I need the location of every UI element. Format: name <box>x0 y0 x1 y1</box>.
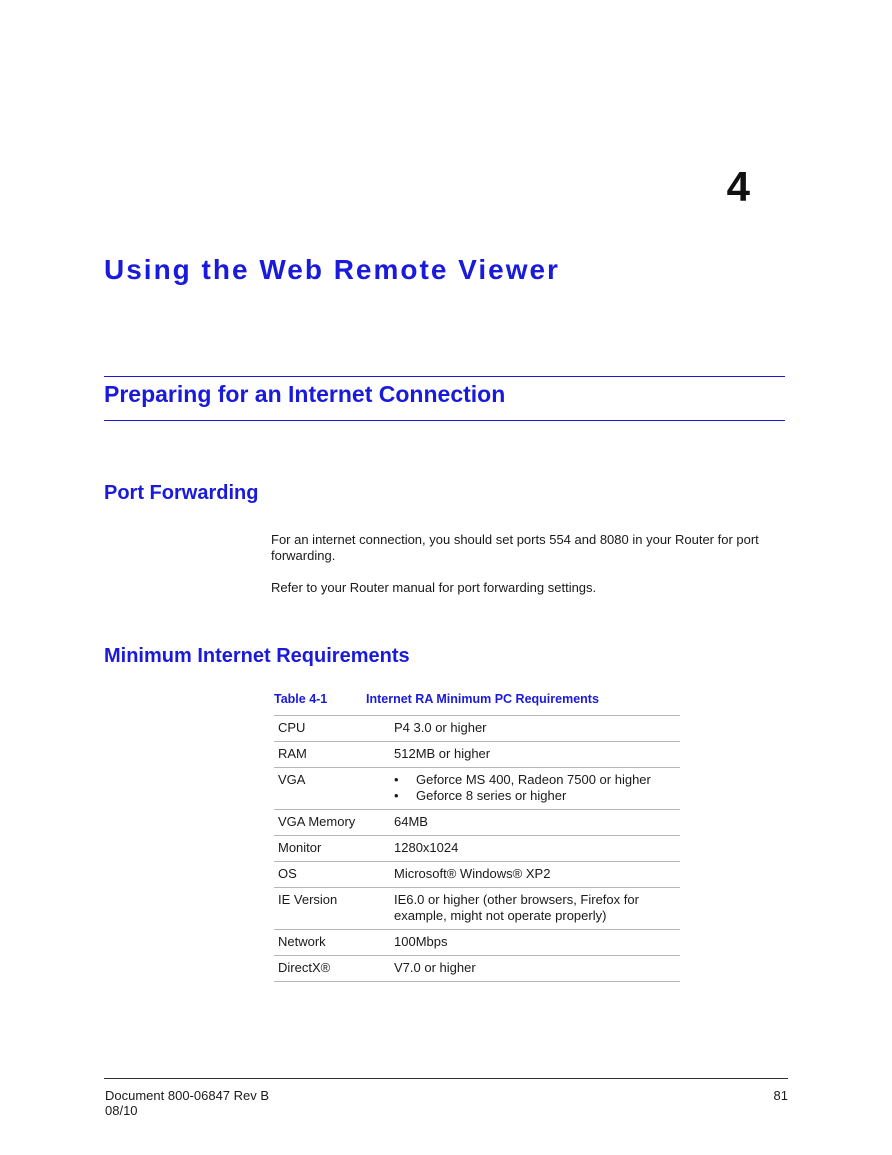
requirements-table <box>274 715 680 982</box>
section-rule-top <box>104 376 785 377</box>
table-row <box>274 930 680 956</box>
table-row <box>274 956 680 982</box>
footer-rule <box>104 1078 788 1079</box>
table-row <box>274 716 680 742</box>
row-key: RAM <box>274 742 390 768</box>
footer-document-number: Document 800-06847 Rev B <box>105 1088 270 1103</box>
port-forwarding-paragraph-1: For an internet connection, you should set ports 554 and 8080 in your Router for port forwarding. <box>271 532 759 563</box>
chapter-number: 4 <box>726 163 750 210</box>
row-value: 512MB or higher <box>390 742 680 768</box>
row-value: V7.0 or higher <box>390 956 680 982</box>
row-key: VGA <box>274 768 390 810</box>
table-title: Internet RA Minimum PC Requirements <box>366 692 599 706</box>
row-value: 1280x1024 <box>390 836 680 862</box>
list-item <box>394 788 676 804</box>
row-key: IE Version <box>274 888 390 930</box>
table-row <box>274 810 680 836</box>
table-row <box>274 862 680 888</box>
section-rule-bottom <box>104 420 785 421</box>
row-value: Microsoft® Windows® XP2 <box>390 862 680 888</box>
row-value: P4 3.0 or higher <box>390 716 680 742</box>
section-title: Preparing for an Internet Connection <box>104 381 506 407</box>
table-number: Table 4-1 <box>274 692 328 706</box>
row-value: 64MB <box>390 810 680 836</box>
table-caption <box>274 691 599 707</box>
minimum-requirements-heading: Minimum Internet Requirements <box>104 645 410 667</box>
row-key: VGA Memory <box>274 810 390 836</box>
row-value <box>390 768 680 810</box>
row-key: DirectX® <box>274 956 390 982</box>
chapter-title: Using the Web Remote Viewer <box>104 254 560 285</box>
table-row <box>274 768 680 810</box>
row-value: IE6.0 or higher (other browsers, Firefox for example, might not operate properly) <box>390 888 680 930</box>
footer-page-number: 81 <box>773 1088 788 1103</box>
row-value: 100Mbps <box>390 930 680 956</box>
table-row <box>274 888 680 930</box>
row-key: Network <box>274 930 390 956</box>
table-row <box>274 742 680 768</box>
bullet-icon: • <box>394 788 399 803</box>
row-key: CPU <box>274 716 390 742</box>
port-forwarding-heading: Port Forwarding <box>104 482 259 504</box>
list-item <box>394 772 676 788</box>
list-item-text: Geforce MS 400, Radeon 7500 or higher <box>416 772 651 787</box>
port-forwarding-paragraph-2: Refer to your Router manual for port forwarding settings. <box>271 580 597 595</box>
footer-document-info <box>105 1088 269 1118</box>
row-key: OS <box>274 862 390 888</box>
bullet-icon: • <box>394 772 399 787</box>
row-key: Monitor <box>274 836 390 862</box>
table-row <box>274 836 680 862</box>
list-item-text: Geforce 8 series or higher <box>416 788 567 803</box>
footer-date: 08/10 <box>105 1103 138 1118</box>
vga-bullet-list <box>394 772 676 804</box>
